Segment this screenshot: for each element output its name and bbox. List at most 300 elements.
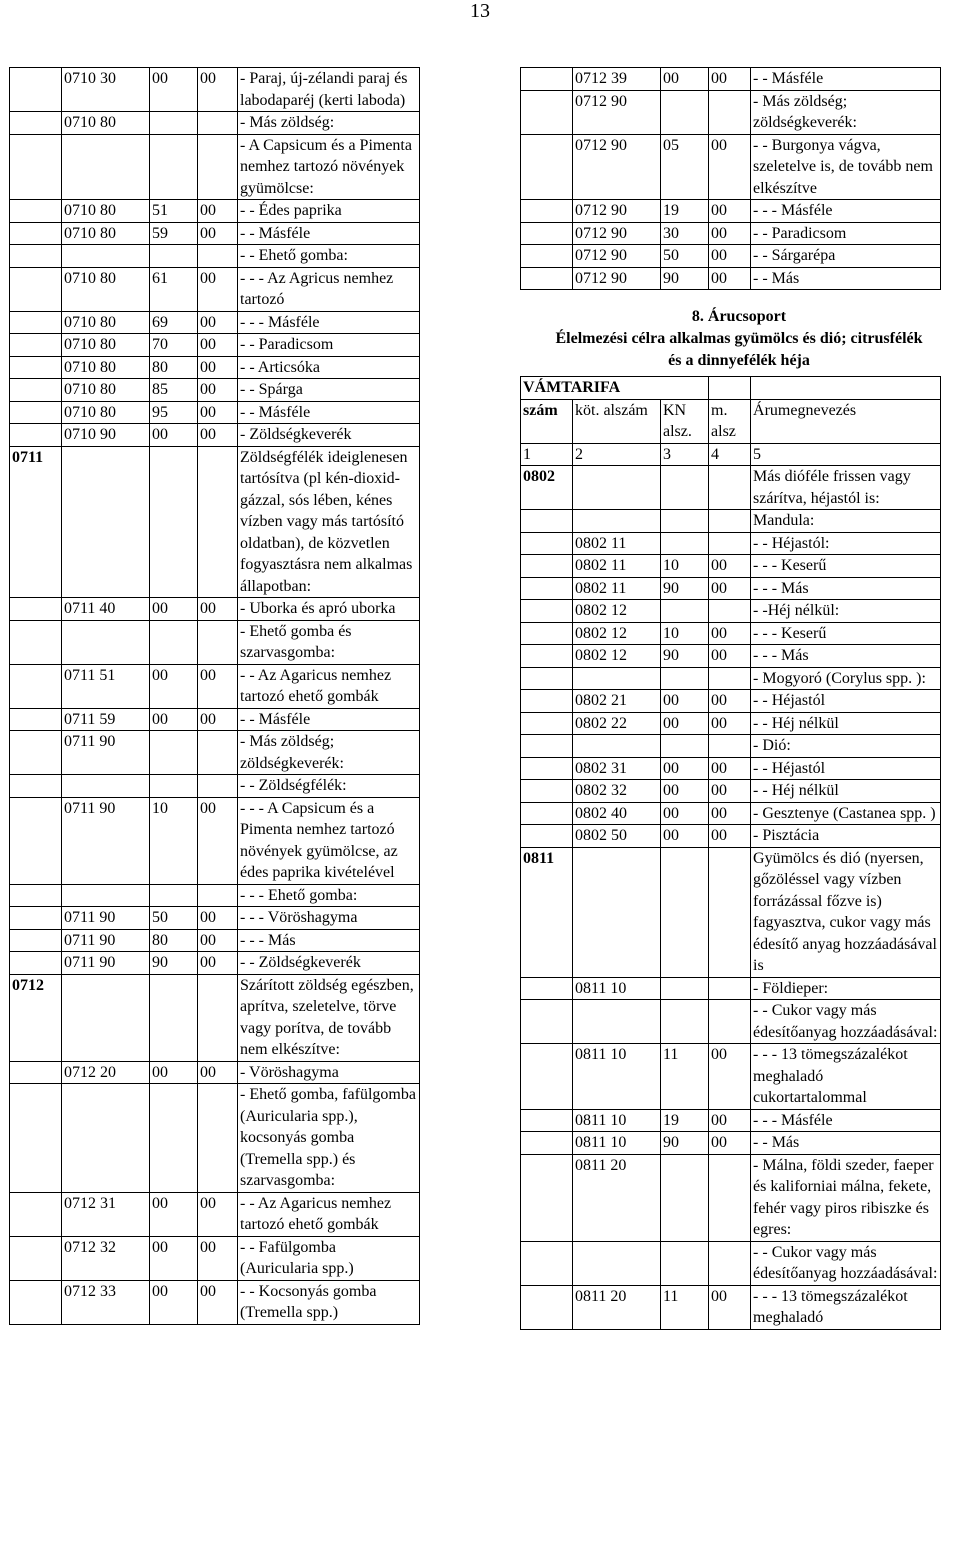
product-description: - - - Keserű	[751, 622, 941, 645]
cn-code: 0711 51	[62, 664, 150, 708]
national-sub-number	[709, 532, 751, 555]
national-sub-number: 00	[709, 134, 751, 200]
sub-number: 00	[150, 1280, 198, 1324]
chapter-code	[521, 90, 573, 134]
cn-code: 0802 12	[573, 600, 661, 623]
chapter-code	[521, 510, 573, 533]
sub-number: 11	[661, 1044, 709, 1110]
sub-number	[661, 1241, 709, 1285]
vamtarifa-row	[521, 377, 941, 400]
product-description: - - Másféle	[751, 68, 941, 91]
sub-number	[661, 600, 709, 623]
sub-number: 00	[150, 664, 198, 708]
cn-code	[573, 1241, 661, 1285]
table-row	[521, 466, 941, 510]
national-sub-number: 00	[709, 267, 751, 290]
chapter-code	[521, 825, 573, 848]
national-sub-number: 00	[709, 555, 751, 578]
national-sub-number: 00	[709, 802, 751, 825]
chapter-code	[521, 1000, 573, 1044]
chapter-code	[10, 311, 62, 334]
product-description: - - - Más	[751, 577, 941, 600]
national-sub-number: 00	[198, 424, 238, 447]
sub-number	[661, 1000, 709, 1044]
table-row	[10, 222, 420, 245]
national-sub-number	[709, 847, 751, 977]
cn-code	[573, 466, 661, 510]
table-row	[521, 622, 941, 645]
table-row	[521, 977, 941, 1000]
sub-number: 90	[661, 1132, 709, 1155]
chapter-code	[521, 1285, 573, 1329]
national-sub-number	[709, 600, 751, 623]
product-description: - - Cukor vagy más édesítőanyag hozzáadásával:	[751, 1000, 941, 1044]
cn-code: 0711 59	[62, 708, 150, 731]
product-description: - - Héjastól	[751, 690, 941, 713]
national-sub-number: 00	[198, 311, 238, 334]
table-row	[10, 1280, 420, 1324]
national-sub-number: 00	[709, 712, 751, 735]
sub-number: 00	[150, 68, 198, 112]
chapter-code	[10, 620, 62, 664]
chapter-code	[10, 379, 62, 402]
chapter-code	[10, 245, 62, 268]
product-description: - Uborka és apró uborka	[238, 598, 420, 621]
chapter-code	[521, 200, 573, 223]
table-row	[521, 1000, 941, 1044]
national-sub-number: 00	[198, 200, 238, 223]
chapter-code	[10, 200, 62, 223]
national-sub-number	[198, 620, 238, 664]
cn-code: 0712 39	[573, 68, 661, 91]
chapter-code: 0811	[521, 847, 573, 977]
sub-number: 95	[150, 401, 198, 424]
cn-code: 0712 90	[573, 90, 661, 134]
sub-number: 19	[661, 200, 709, 223]
chapter-code	[521, 690, 573, 713]
table-row	[521, 555, 941, 578]
chapter-code	[521, 667, 573, 690]
national-sub-number	[198, 446, 238, 598]
tariff-table-right-continuation	[520, 67, 941, 290]
sub-number: 10	[661, 622, 709, 645]
sub-number	[661, 847, 709, 977]
chapter-code	[10, 731, 62, 775]
sub-number	[661, 90, 709, 134]
cn-code: 0802 22	[573, 712, 661, 735]
national-sub-number: 00	[198, 952, 238, 975]
table-row	[10, 907, 420, 930]
national-sub-number: 00	[709, 1285, 751, 1329]
national-sub-number: 00	[709, 825, 751, 848]
product-description: - Mogyoró (Corylus spp. ):	[751, 667, 941, 690]
table-row	[521, 1285, 941, 1329]
cn-code: 0802 11	[573, 555, 661, 578]
product-description: - - - Ehető gomba:	[238, 884, 420, 907]
table-row	[10, 620, 420, 664]
sub-number: 80	[150, 929, 198, 952]
cn-code	[573, 667, 661, 690]
col-number-1: 1	[521, 443, 573, 466]
cn-code	[573, 847, 661, 977]
chapter-code	[521, 622, 573, 645]
sub-number	[150, 245, 198, 268]
product-description: - - Az Agaricus nemhez tartozó ehető gombák	[238, 1192, 420, 1236]
product-description: - Vöröshagyma	[238, 1061, 420, 1084]
cn-code: 0710 30	[62, 68, 150, 112]
sub-number: 00	[661, 780, 709, 803]
national-sub-number: 00	[198, 1192, 238, 1236]
col-header-kot: köt. alszám	[573, 399, 661, 443]
product-description: - - Más	[751, 1132, 941, 1155]
cn-code: 0710 80	[62, 112, 150, 135]
national-sub-number: 00	[198, 797, 238, 884]
chapter-code	[10, 775, 62, 798]
table-row	[521, 802, 941, 825]
cn-code: 0711 90	[62, 907, 150, 930]
table-row	[521, 1044, 941, 1110]
product-description: - - Burgonya vágva, szeletelve is, de tovább nem elkészítve	[751, 134, 941, 200]
product-description: Zöldségfélék ideiglenesen tartósítva (pl kén-dioxid-gázzal, sós lében, kénes vízben vagy más tartósító oldatban), de közvetlen fogyasztásra nem alkalmas állapotban:	[238, 446, 420, 598]
chapter-code	[10, 884, 62, 907]
product-description: - - - 13 tömegszázalékot meghaladó cukortartalommal	[751, 1044, 941, 1110]
table-row	[10, 664, 420, 708]
table-row	[10, 401, 420, 424]
national-sub-number: 00	[198, 222, 238, 245]
sub-number: 00	[661, 825, 709, 848]
col-header-kn: KN alsz.	[661, 399, 709, 443]
product-description: - Málna, földi szeder, faeper és kaliforniai málna, fekete, fehér vagy piros ribiszke és egres:	[751, 1154, 941, 1241]
cn-code	[62, 1084, 150, 1193]
chapter-code	[10, 1236, 62, 1280]
table-row	[521, 757, 941, 780]
cn-code: 0811 10	[573, 1044, 661, 1110]
chapter-code	[10, 1280, 62, 1324]
product-description: - Pisztácia	[751, 825, 941, 848]
product-description: - - Paradicsom	[238, 334, 420, 357]
table-row	[521, 712, 941, 735]
product-description: - - Héjastól	[751, 757, 941, 780]
chapter-code	[521, 757, 573, 780]
product-description: - A Capsicum és a Pimenta nemhez tartozó növények gyümölcse:	[238, 134, 420, 200]
product-description: - - Zöldségkeverék	[238, 952, 420, 975]
cn-code	[573, 510, 661, 533]
national-sub-number	[709, 510, 751, 533]
cn-code: 0711 90	[62, 929, 150, 952]
cn-code: 0710 80	[62, 401, 150, 424]
chapter-code	[521, 245, 573, 268]
sub-number: 30	[661, 222, 709, 245]
sub-number: 11	[661, 1285, 709, 1329]
sub-number: 50	[661, 245, 709, 268]
chapter-code	[10, 664, 62, 708]
national-sub-number: 00	[198, 401, 238, 424]
product-description: - Földieper:	[751, 977, 941, 1000]
cn-code	[62, 446, 150, 598]
national-sub-number	[709, 977, 751, 1000]
national-sub-number	[709, 1241, 751, 1285]
product-description: - - Sárgarépa	[751, 245, 941, 268]
table-row	[10, 1236, 420, 1280]
table-row	[10, 1192, 420, 1236]
chapter-code: 0712	[10, 974, 62, 1061]
sub-number: 80	[150, 356, 198, 379]
table-row	[521, 510, 941, 533]
sub-number: 00	[150, 424, 198, 447]
sub-number	[150, 620, 198, 664]
national-sub-number: 00	[709, 757, 751, 780]
sub-number	[661, 1154, 709, 1241]
sub-number: 10	[150, 797, 198, 884]
sub-number: 00	[661, 68, 709, 91]
table-row	[10, 929, 420, 952]
chapter-code	[10, 134, 62, 200]
cn-code: 0802 32	[573, 780, 661, 803]
group-number: 8. Árucsoport	[691, 308, 787, 325]
cn-code: 0712 90	[573, 200, 661, 223]
sub-number: 70	[150, 334, 198, 357]
table-row	[521, 847, 941, 977]
chapter-code	[521, 68, 573, 91]
product-description: - - Édes paprika	[238, 200, 420, 223]
sub-number: 19	[661, 1109, 709, 1132]
national-sub-number: 00	[198, 379, 238, 402]
table-row	[10, 952, 420, 975]
chapter-code	[10, 1084, 62, 1193]
cn-code: 0710 80	[62, 311, 150, 334]
product-description: - - Az Agaricus nemhez tartozó ehető gombák	[238, 664, 420, 708]
sub-number	[150, 1084, 198, 1193]
cn-code	[62, 134, 150, 200]
table-row	[521, 200, 941, 223]
table-row	[10, 134, 420, 200]
col-number-4: 4	[709, 443, 751, 466]
national-sub-number	[198, 775, 238, 798]
sub-number: 00	[661, 802, 709, 825]
chapter-code	[10, 1192, 62, 1236]
sub-number: 61	[150, 267, 198, 311]
product-description: - - Fafülgomba (Auricularia spp.)	[238, 1236, 420, 1280]
national-sub-number: 00	[709, 245, 751, 268]
cn-code: 0710 80	[62, 222, 150, 245]
national-sub-number	[709, 1154, 751, 1241]
national-sub-number	[709, 1000, 751, 1044]
sub-number	[661, 510, 709, 533]
national-sub-number	[198, 245, 238, 268]
product-description: - Gesztenye (Castanea spp. )	[751, 802, 941, 825]
group-title-line-2: és a dinnyefélék héja	[668, 352, 810, 369]
cn-code: 0710 80	[62, 267, 150, 311]
sub-number	[150, 446, 198, 598]
vamtarifa-label: VÁMTARIFA	[521, 377, 709, 400]
chapter-code	[10, 267, 62, 311]
product-description: - - Másféle	[238, 708, 420, 731]
sub-number: 69	[150, 311, 198, 334]
table-row	[521, 577, 941, 600]
table-row	[521, 245, 941, 268]
chapter-code	[10, 1061, 62, 1084]
sub-number	[661, 735, 709, 758]
sub-number	[150, 974, 198, 1061]
product-description: - - - Más	[751, 645, 941, 668]
product-description: - Paraj, új-zélandi paraj és labodaparéj (kerti laboda)	[238, 68, 420, 112]
table-row	[10, 1084, 420, 1193]
cn-code: 0711 40	[62, 598, 150, 621]
cn-code: 0802 31	[573, 757, 661, 780]
table-row	[10, 356, 420, 379]
cn-code: 0712 90	[573, 222, 661, 245]
product-description: - Ehető gomba, fafülgomba (Auricularia spp.), kocsonyás gomba (Tremella spp.) és szarvasgomba:	[238, 1084, 420, 1193]
table-row	[521, 645, 941, 668]
product-description: - -Héj nélkül:	[751, 600, 941, 623]
sub-number	[661, 977, 709, 1000]
product-description: - Más zöldség:	[238, 112, 420, 135]
cn-code: 0802 12	[573, 622, 661, 645]
national-sub-number: 00	[198, 1061, 238, 1084]
product-description: - - Spárga	[238, 379, 420, 402]
table-row	[521, 134, 941, 200]
chapter-code	[521, 267, 573, 290]
product-description: - - - Keserű	[751, 555, 941, 578]
table-row	[10, 245, 420, 268]
cn-code: 0802 50	[573, 825, 661, 848]
chapter-code	[521, 600, 573, 623]
cn-code: 0811 10	[573, 1132, 661, 1155]
chapter-code	[10, 952, 62, 975]
sub-number	[661, 532, 709, 555]
product-description: - - Kocsonyás gomba (Tremella spp.)	[238, 1280, 420, 1324]
cn-code: 0711 90	[62, 731, 150, 775]
table-row	[521, 222, 941, 245]
column-header-row	[521, 399, 941, 443]
table-row	[10, 974, 420, 1061]
chapter-code	[521, 1109, 573, 1132]
national-sub-number: 00	[709, 645, 751, 668]
national-sub-number: 00	[198, 267, 238, 311]
national-sub-number: 00	[709, 577, 751, 600]
column-number-row	[521, 443, 941, 466]
sub-number	[150, 134, 198, 200]
col-header-szam: szám	[521, 399, 573, 443]
chapter-code	[10, 334, 62, 357]
chapter-code	[521, 1132, 573, 1155]
cn-code: 0712 20	[62, 1061, 150, 1084]
cn-code: 0802 40	[573, 802, 661, 825]
col-number-2: 2	[573, 443, 661, 466]
sub-number: 59	[150, 222, 198, 245]
product-description: - Más zöldség; zöldségkeverék:	[238, 731, 420, 775]
national-sub-number	[198, 731, 238, 775]
table-row	[10, 598, 420, 621]
national-sub-number: 00	[709, 690, 751, 713]
national-sub-number: 00	[709, 222, 751, 245]
chapter-code	[521, 977, 573, 1000]
national-sub-number: 00	[198, 929, 238, 952]
table-row	[521, 735, 941, 758]
national-sub-number	[198, 112, 238, 135]
table-row	[10, 68, 420, 112]
cn-code: 0712 32	[62, 1236, 150, 1280]
product-description: - - Paradicsom	[751, 222, 941, 245]
table-row	[10, 797, 420, 884]
cn-code: 0710 80	[62, 200, 150, 223]
product-description: Mandula:	[751, 510, 941, 533]
national-sub-number: 00	[198, 664, 238, 708]
national-sub-number: 00	[198, 1236, 238, 1280]
table-row	[10, 311, 420, 334]
cn-code: 0712 90	[573, 267, 661, 290]
chapter-code	[10, 356, 62, 379]
cn-code: 0712 31	[62, 1192, 150, 1236]
table-row	[521, 1109, 941, 1132]
table-row	[521, 1132, 941, 1155]
national-sub-number: 00	[709, 1132, 751, 1155]
national-sub-number: 00	[709, 68, 751, 91]
table-row	[521, 68, 941, 91]
product-description: - - Ehető gomba:	[238, 245, 420, 268]
cn-code	[573, 735, 661, 758]
table-row	[10, 267, 420, 311]
national-sub-number	[709, 90, 751, 134]
national-sub-number: 00	[709, 780, 751, 803]
table-row	[521, 780, 941, 803]
chapter-code	[521, 735, 573, 758]
sub-number: 00	[150, 1192, 198, 1236]
national-sub-number	[198, 974, 238, 1061]
national-sub-number: 00	[198, 68, 238, 112]
product-description: - - - Másféle	[238, 311, 420, 334]
cn-code: 0710 80	[62, 379, 150, 402]
sub-number: 00	[150, 1236, 198, 1280]
cn-code	[62, 245, 150, 268]
product-description: - - - Más	[238, 929, 420, 952]
table-row	[521, 1154, 941, 1241]
national-sub-number	[709, 667, 751, 690]
page-number: 13	[470, 0, 490, 22]
table-row	[521, 1241, 941, 1285]
sub-number: 00	[661, 690, 709, 713]
chapter-code	[521, 1154, 573, 1241]
product-description: - - - Az Agricus nemhez tartozó	[238, 267, 420, 311]
sub-number: 90	[661, 645, 709, 668]
product-description: - - Articsóka	[238, 356, 420, 379]
product-description: - - Héj nélkül	[751, 712, 941, 735]
chapter-code	[10, 401, 62, 424]
col-header-m: m. alsz	[709, 399, 751, 443]
sub-number	[661, 466, 709, 510]
col-number-3: 3	[661, 443, 709, 466]
chapter-code	[10, 907, 62, 930]
cn-code: 0712 33	[62, 1280, 150, 1324]
sub-number	[150, 884, 198, 907]
chapter-code	[521, 780, 573, 803]
cn-code: 0711 90	[62, 952, 150, 975]
national-sub-number: 00	[709, 1109, 751, 1132]
national-sub-number: 00	[198, 334, 238, 357]
chapter-code	[10, 68, 62, 112]
product-description: Szárított zöldség egészben, aprítva, szeletelve, törve vagy porítva, de tovább nem elkészítve:	[238, 974, 420, 1061]
product-description: - - - Vöröshagyma	[238, 907, 420, 930]
sub-number: 51	[150, 200, 198, 223]
product-description: - - Másféle	[238, 222, 420, 245]
cn-code: 0712 90	[573, 134, 661, 200]
cn-code	[62, 620, 150, 664]
chapter-code: 0802	[521, 466, 573, 510]
cn-code	[62, 884, 150, 907]
national-sub-number: 00	[198, 1280, 238, 1324]
table-row	[521, 667, 941, 690]
table-row	[521, 690, 941, 713]
